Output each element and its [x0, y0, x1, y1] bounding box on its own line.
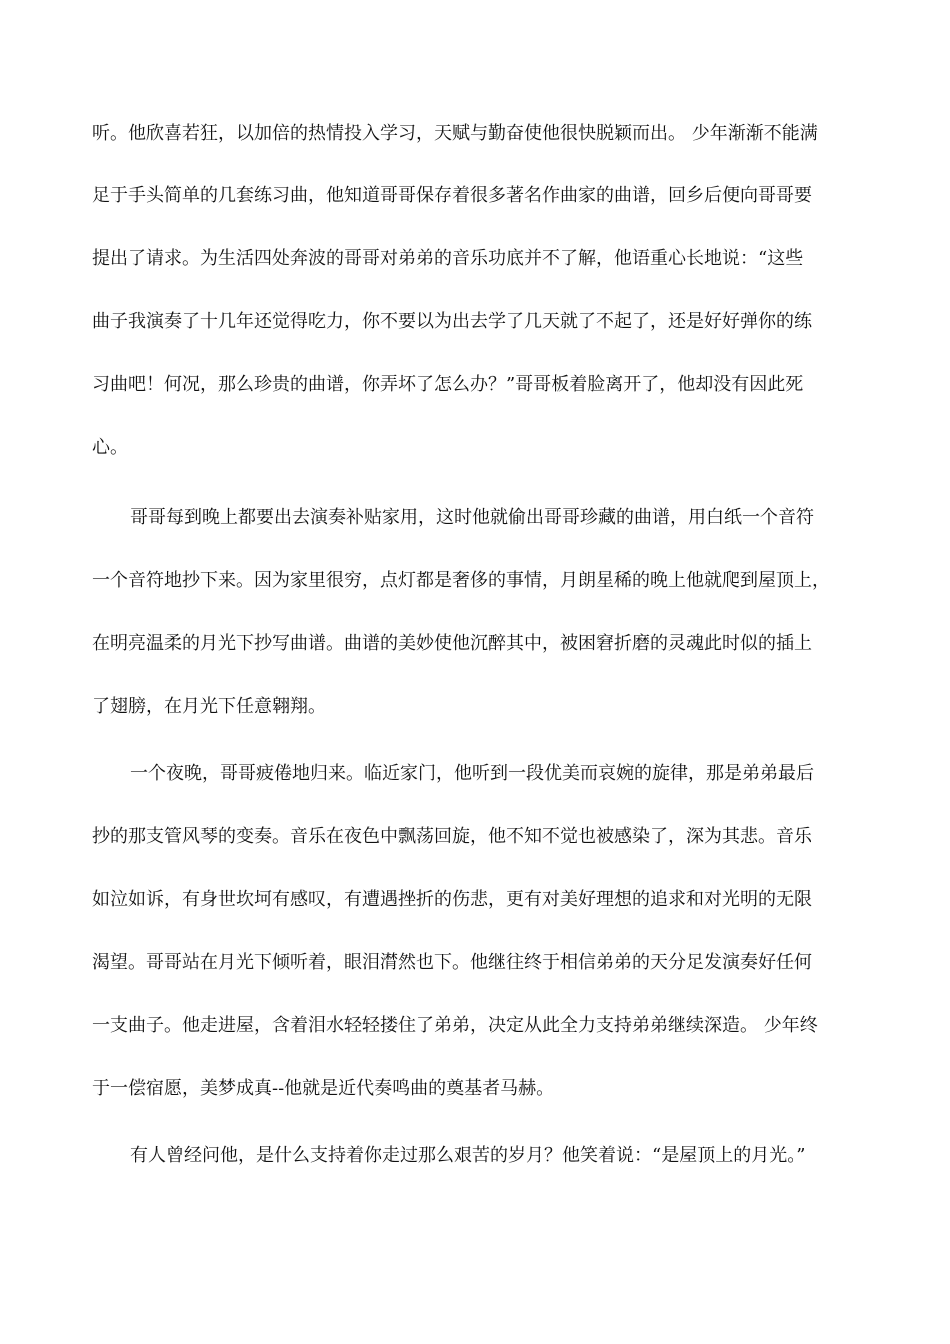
paragraph-2-line-3: 在明亮温柔的月光下抄写曲谱。曲谱的美妙使他沉醉其中，被困窘折磨的灵魂此时似的插上 [92, 633, 812, 654]
paragraph-3-line-4: 渴望。哥哥站在月光下倾听着，眼泪潸然也下。他继往终于相信弟弟的天分足发演奏好任何 [92, 952, 812, 973]
paragraph-2-line-2: 一个音符地抄下来。因为家里很穷，点灯都是奢侈的事情，月朗星稀的晚上他就爬到屋顶上， [92, 570, 830, 591]
paragraph-1-line-5: 习曲吧！何况，那么珍贵的曲谱，你弄坏了怎么办？”哥哥板着脸离开了，他却没有因此死 [92, 374, 804, 395]
paragraph-1-line-3: 提出了请求。为生活四处奔波的哥哥对弟弟的音乐功底并不了解，他语重心长地说：“这些 [92, 248, 804, 269]
paragraph-1-line-6: 心。 [92, 437, 128, 458]
paragraph-3-line-3: 如泣如诉，有身世坎坷有感叹，有遭遇挫折的伤悲，更有对美好理想的追求和对光明的无限 [92, 889, 812, 910]
paragraph-3-line-5: 一支曲子。他走进屋，含着泪水轻轻搂住了弟弟，决定从此全力支持弟弟继续深造。 少年终 [92, 1015, 818, 1036]
paragraph-1-line-1: 听。他欣喜若狂，以加倍的热情投入学习，天赋与勤奋使他很快脱颖而出。 少年渐渐不能满 [92, 123, 818, 144]
paragraph-4-line-1: 有人曾经问他，是什么支持着你走过那么艰苦的岁月？他笑着说：“是屋顶上的月光。” [130, 1145, 806, 1166]
paragraph-1-line-2: 足于手头简单的几套练习曲，他知道哥哥保存着很多著名作曲家的曲谱，回乡后便向哥哥要 [92, 185, 812, 206]
paragraph-2-line-4: 了翅膀，在月光下任意翱翔。 [92, 696, 326, 717]
paragraph-1-line-4: 曲子我演奏了十几年还觉得吃力，你不要以为出去学了几天就了不起了，还是好好弹你的练 [92, 311, 812, 332]
paragraph-3-line-2: 抄的那支管风琴的变奏。音乐在夜色中飘荡回旋，他不知不觉也被感染了，深为其悲。音乐 [92, 826, 812, 847]
paragraph-3-line-6: 于一偿宿愿，美梦成真--他就是近代奏鸣曲的奠基者马赫。 [92, 1078, 555, 1099]
paragraph-2-line-1: 哥哥每到晚上都要出去演奏补贴家用，这时他就偷出哥哥珍藏的曲谱，用白纸一个音符 [130, 507, 814, 528]
paragraph-3-line-1: 一个夜晚，哥哥疲倦地归来。临近家门，他听到一段优美而哀婉的旋律，那是弟弟最后 [130, 763, 814, 784]
